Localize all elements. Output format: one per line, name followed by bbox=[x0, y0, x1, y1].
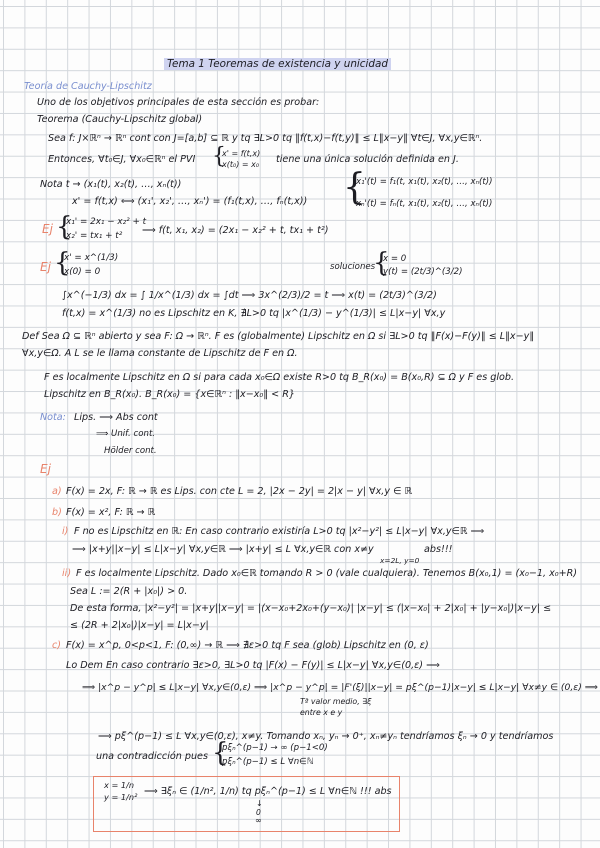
item-b-ii-line-2: Sea L := 2(R + |x₀|) > 0. bbox=[70, 586, 188, 597]
pvi-brace: { bbox=[212, 144, 226, 169]
example-1-eq-1: x₁' = 2x₁ − x₂² + t bbox=[66, 217, 147, 227]
page-title-text: Tema 1 Teoremas de existencia y unicidad bbox=[164, 58, 391, 70]
pvi-initial-condition: x(t₀) = x₀ bbox=[222, 160, 260, 169]
section-heading: Teoría de Cauchy-Lipschitz bbox=[24, 81, 152, 92]
item-b-i-line-1: F no es Lipschitz en ℝ: En caso contrario existiría L>0 tq |x²−y²| ≤ L|x−y| ∀x,y∈ℝ ⟹ bbox=[74, 526, 485, 537]
theorem-title: Teorema (Cauchy-Lipschitz global) bbox=[37, 114, 203, 125]
theorem-line-1: Sea f: J×ℝⁿ → ℝⁿ cont con J=[a,b] ⊆ ℝ y tq ∃L>0 tq ‖f(t,x)−f(t,y)‖ ≤ L‖x−y‖ ∀t∈J, ∀x,y∈ℝⁿ. bbox=[48, 133, 483, 144]
example-2-eq-2: x(0) = 0 bbox=[64, 267, 101, 277]
example-1-brace: { bbox=[56, 212, 73, 242]
note-2-text: Lips. ⟹ Abs cont bbox=[74, 412, 158, 423]
item-c-mvt-2: entre x e y bbox=[300, 708, 343, 717]
example-2-brace: { bbox=[54, 248, 71, 278]
item-c-line-3: ⟹ pξ^(p−1) ≤ L ∀x,y∈(0,ε), x≠y. Tomando xₙ, yₙ → 0⁺, xₙ≠yₙ tendríamos ξₙ → 0 y tendríamos bbox=[98, 731, 554, 742]
example-2-solution-1: x = 0 bbox=[383, 254, 407, 264]
local-lipschitz-line-1: F es localmente Lipschitz en Ω si para cada x₀∈Ω existe R>0 tq B_R(x₀) = B(x₀,R) ⊆ Ω y F es glob. bbox=[44, 372, 515, 383]
item-b-ii-label: ii) bbox=[62, 568, 72, 579]
box-arrow-zero: 0 bbox=[256, 808, 261, 817]
example-3-label: Ej bbox=[40, 462, 51, 476]
intro-text: Uno de los objetivos principales de esta sección es probar: bbox=[37, 97, 320, 108]
item-a-text: F(x) = 2x, F: ℝ → ℝ es Lips. con cte L = 2, |2x − 2y| = 2|x − y| ∀x,y ∈ ℝ bbox=[66, 486, 413, 497]
item-b-i-line-2: ⟹ |x+y||x−y| ≤ L|x−y| ∀x,y∈ℝ ⟹ |x+y| ≤ L ∀x,y∈ℝ con x≠y bbox=[72, 544, 374, 555]
theorem-line-2: Entonces, ∀t₀∈J, ∀x₀∈ℝⁿ el PVI bbox=[48, 154, 196, 165]
example-2-label: Ej bbox=[40, 260, 51, 274]
box-arrow: ↓ bbox=[256, 799, 263, 808]
note-2-holder: Hölder cont. bbox=[104, 446, 157, 456]
pvi-equation: x' = f(t,x) bbox=[222, 149, 261, 158]
example-1-eq-2: x₂' = tx₁ + t² bbox=[66, 231, 123, 241]
page-title bbox=[164, 59, 391, 70]
item-c-brace-line-1: pξₙ^(p−1) → ∞ (p−1<0) bbox=[222, 743, 328, 753]
nota-system-last: xₙ'(t) = fₙ(t, x₁(t), x₂(t), …, xₙ(t)) bbox=[356, 199, 493, 209]
item-a-label: a) bbox=[52, 486, 62, 497]
example-2-conclusion: f(t,x) = x^(1/3) no es Lipschitz en K, ∄L>0 tq |x^(1/3) − y^(1/3)| ≤ L|x−y| ∀x,y bbox=[62, 308, 446, 319]
box-x-choice: x = 1/n bbox=[104, 780, 135, 790]
example-2-solutions-brace: { bbox=[373, 248, 390, 278]
note-2-label: Nota: bbox=[40, 412, 66, 423]
example-2-eq-1: x' = x^(1/3) bbox=[64, 253, 119, 263]
item-c-brace-line-2: pξₙ^(p−1) ≤ L ∀n∈ℕ bbox=[222, 757, 314, 767]
box-y-choice: y = 1/n² bbox=[104, 792, 138, 802]
nota-system-first: x₁'(t) = f₁(t, x₁(t), x₂(t), …, xₙ(t)) bbox=[356, 177, 493, 187]
item-b-ii-line-1: F es localmente Lipschitz. Dado x₀∈ℝ tomando R > 0 (vale cualquiera). Tenemos B(x₀,1) = (x₀−1, x₀+R) bbox=[76, 568, 578, 579]
box-main-statement: ⟹ ∃ξₙ ∈ (1/n², 1/n) tq pξₙ^(p−1) ≤ L ∀n∈ℕ !!! abs bbox=[144, 786, 392, 797]
item-b-i-label: i) bbox=[62, 526, 69, 537]
nota-line-2: x' = f(t,x) ⟺ (x₁', x₂', …, xₙ') = (f₁(t,x), …, fₙ(t,x)) bbox=[72, 196, 308, 207]
item-b-label: b) bbox=[52, 507, 62, 518]
item-c-label: c) bbox=[52, 640, 62, 651]
item-c-line-2: ⟹ |x^p − y^p| ≤ L|x−y| ∀x,y∈(0,ε) ⟹ |x^p − y^p| = |F'(ξ)||x−y| = pξ^(p−1)|x−y| ≤ L|x−y| ∀x≠y ∈ (0,ε) ⟹ bbox=[82, 682, 598, 693]
local-lipschitz-line-2: Lipschitz en B_R(x₀). B_R(x₀) = {x∈ℝⁿ : ‖x−x₀‖ < R} bbox=[44, 389, 295, 400]
item-b-ii-line-4: ≤ (2R + 2|x₀|)|x−y| = L|x−y| bbox=[70, 620, 209, 631]
conclusion-box bbox=[93, 776, 400, 832]
item-b-text: F(x) = x², F: ℝ → ℝ bbox=[66, 507, 156, 518]
nota-line-1: Nota t → (x₁(t), x₂(t), …, xₙ(t)) bbox=[40, 179, 182, 190]
nota-system-brace: { bbox=[343, 167, 366, 208]
note-2-uniform: ⟹ Unif. cont. bbox=[96, 429, 156, 439]
item-c-line-4: una contradicción pues bbox=[96, 751, 208, 762]
item-b-i-substitution: x=2L, y=0 bbox=[380, 556, 420, 565]
definition-line-2: ∀x,y∈Ω. A L se le llama constante de Lipschitz de F en Ω. bbox=[22, 348, 298, 359]
item-b-i-absurd: abs!!! bbox=[424, 544, 453, 555]
item-c-brace: { bbox=[212, 738, 229, 768]
example-2-solution-2: y(t) = (2t/3)^(3/2) bbox=[383, 267, 463, 277]
item-c-text: F(x) = x^p, 0<p<1, F: (0,∞) → ℝ ⟹ ∄ε>0 tq F sea (glob) Lipschitz en (0, ε) bbox=[66, 640, 429, 651]
item-b-ii-line-3: De esta forma, |x²−y²| = |x+y||x−y| = |(x−x₀+2x₀+(y−x₀)| |x−y| ≤ (|x−x₀| + 2|x₀| + |y−x₀|)|x−y| ≤ bbox=[70, 603, 552, 614]
box-arrow-infinity: ∞ bbox=[255, 815, 262, 825]
item-c-line-1: Lo Dem En caso contrario ∃ε>0, ∃L>0 tq |F(x) − F(y)| ≤ L|x−y| ∀x,y∈(0,ε) ⟹ bbox=[66, 660, 440, 671]
example-1-label: Ej bbox=[42, 222, 53, 236]
definition-line-1: Def Sea Ω ⊆ ℝⁿ abierto y sea F: Ω → ℝⁿ. F es (globalmente) Lipschitz en Ω si ∃L>0 tq ‖F(x)−F(y)‖ ≤ L‖x−y‖ bbox=[22, 331, 535, 342]
theorem-line-2-end: tiene una única solución definida en J. bbox=[276, 154, 459, 165]
example-2-solutions-label: soluciones bbox=[330, 262, 376, 272]
example-1-result: ⟹ f(t, x₁, x₂) = (2x₁ − x₂² + t, tx₁ + t²) bbox=[142, 225, 329, 236]
example-2-integral: ∫x^(−1/3) dx = ∫ 1/x^(1/3) dx = ∫dt ⟹ 3x^(2/3)/2 = t ⟹ x(t) = (2t/3)^(3/2) bbox=[62, 290, 437, 301]
item-c-mvt-1: Tª valor medio, ∃ξ bbox=[300, 697, 372, 706]
